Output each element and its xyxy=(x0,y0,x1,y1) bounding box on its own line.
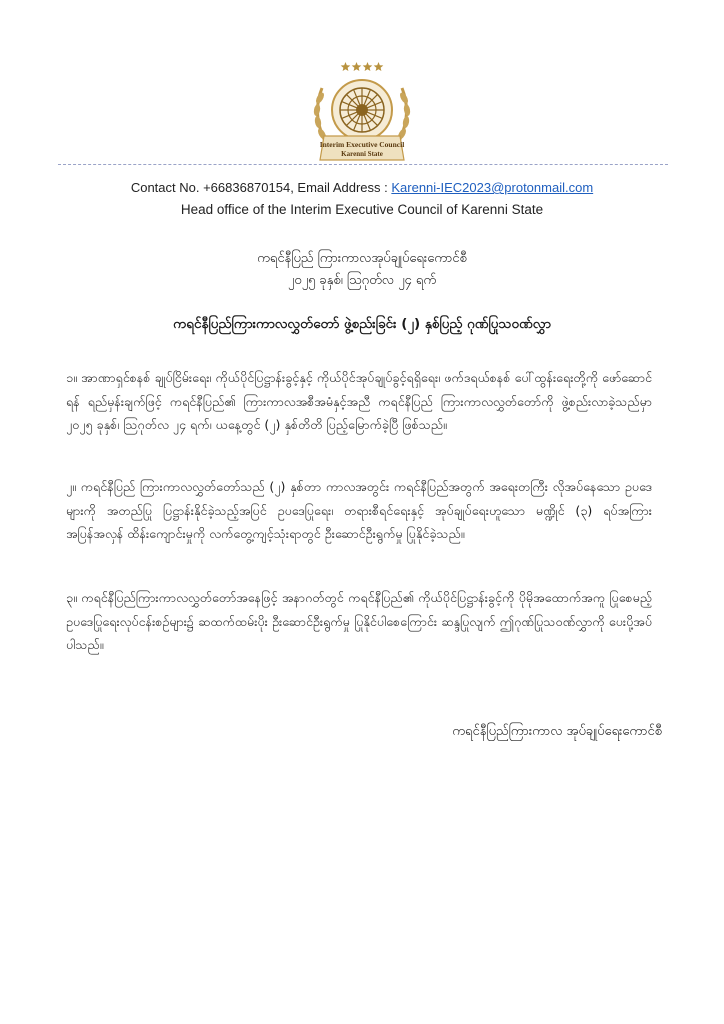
star-icon xyxy=(341,62,351,71)
paragraph-1: ၁။ အာဏာရှင်စနစ် ချုပ်ငြိမ်းရေး၊ ကိုယ်ပိုင်ပြဋ္ဌာန်းခွင့်နှင့် ကိုယ်ပိုင်အုပ်ချုပ်ခွင့်ရရှိရေး၊ ဖက်ဒရယ်စနစ် ပေါ်ထွန်းရေးတို့ကို ဖော်ဆောင်ရန် ရည်မှန်းချက်ဖြင့် ကရင်နီပြည်၏ ကြားကာလအစီအမံနှင့်အညီ ကရင်နီပြည် ကြားကာလလွှတ်တော်ကို ဖွဲ့စည်းလာခဲ့သည်မှာ ၂၀၂၅ ခုနှစ်၊ ဩဂုတ်လ ၂၄ ရက်၊ ယနေ့တွင် (၂) နှစ်တိတိ ပြည့်မြောက်ခဲ့ပြီ ဖြစ်သည်။ xyxy=(66,370,652,432)
council-logo xyxy=(300,58,424,168)
star-icon xyxy=(363,62,373,71)
star-icon xyxy=(374,62,384,71)
header-divider xyxy=(58,164,668,165)
contact-prefix: Contact No. +66836870154, Email Address : xyxy=(130,180,392,195)
paragraph-2: ၂။ ကရင်နီပြည် ကြားကာလလွှတ်တော်သည် (၂) နှစ်တာ ကာလအတွင်း ကရင်နီပြည်အတွက် အရေးတကြီး လိုအပ်နေသော ဥပဒေများကို အတည်ပြု ပြဋ္ဌာန်းနိုင်ခဲ့သည့်အပြင် ဥပဒေပြုရေး၊ တရားစီရင်ရေးနှင့် အုပ်ချုပ်ရေးဟူသော မဏ္ဍိုင် (၃) ရပ်အကြား အပြန်အလှန် ထိန်းကျောင်းမှုကို လက်တွေ့ကျင့်သုံးရာတွင် ဦးဆောင်ဦးရွက်မှု ပြုနိုင်ခဲ့သည်။ xyxy=(66,479,652,541)
subject-heading: ကရင်နီပြည်ကြားကာလလွှတ်တော် ဖွဲ့စည်းခြင်း (၂) နှစ်ပြည့် ဂုဏ်ပြုသဝဏ်လွှာ xyxy=(173,316,551,332)
contact-line xyxy=(0,180,724,195)
signature-block: ကရင်နီပြည်ကြားကာလ အုပ်ချုပ်ရေးကောင်စီ xyxy=(452,724,662,739)
logo-title: Interim Executive Council xyxy=(319,140,405,149)
email-link[interactable]: Karenni-IEC2023@protonmail.com xyxy=(391,180,594,195)
logo-subtitle: Karenni State xyxy=(341,150,383,158)
head-office-line: Head office of the Interim Executive Council of Karenni State xyxy=(180,202,544,217)
issuer-name: ကရင်နီပြည် ကြားကာလအုပ်ချုပ်ရေးကောင်စီ xyxy=(257,251,467,266)
star-icon xyxy=(352,62,362,71)
issue-date: ၂၀၂၅ ခုနှစ်၊ ဩဂုတ်လ ၂၄ ရက် xyxy=(287,273,437,288)
paragraph-3: ၃။ ကရင်နီပြည်ကြားကာလလွှတ်တော်အနေဖြင့် အနာဂတ်တွင် ကရင်နီပြည်၏ ကိုယ်ပိုင်ပြဋ္ဌာန်းခွင့်ကို ပိုမိုအထောက်အကူ ပြုစေမည့် ဥပဒေပြုရေးလုပ်ငန်းစဉ်များ၌ ဆထက်ထမ်းပိုး ဦးဆောင်ဦးရွက်မှု ပြုနိုင်ပါစေကြောင်း ဆန္ဒပြုလျက် ဤဂုဏ်ပြုသဝဏ်လွှာကို ပေးပို့အပ်ပါသည်။ xyxy=(66,590,652,652)
